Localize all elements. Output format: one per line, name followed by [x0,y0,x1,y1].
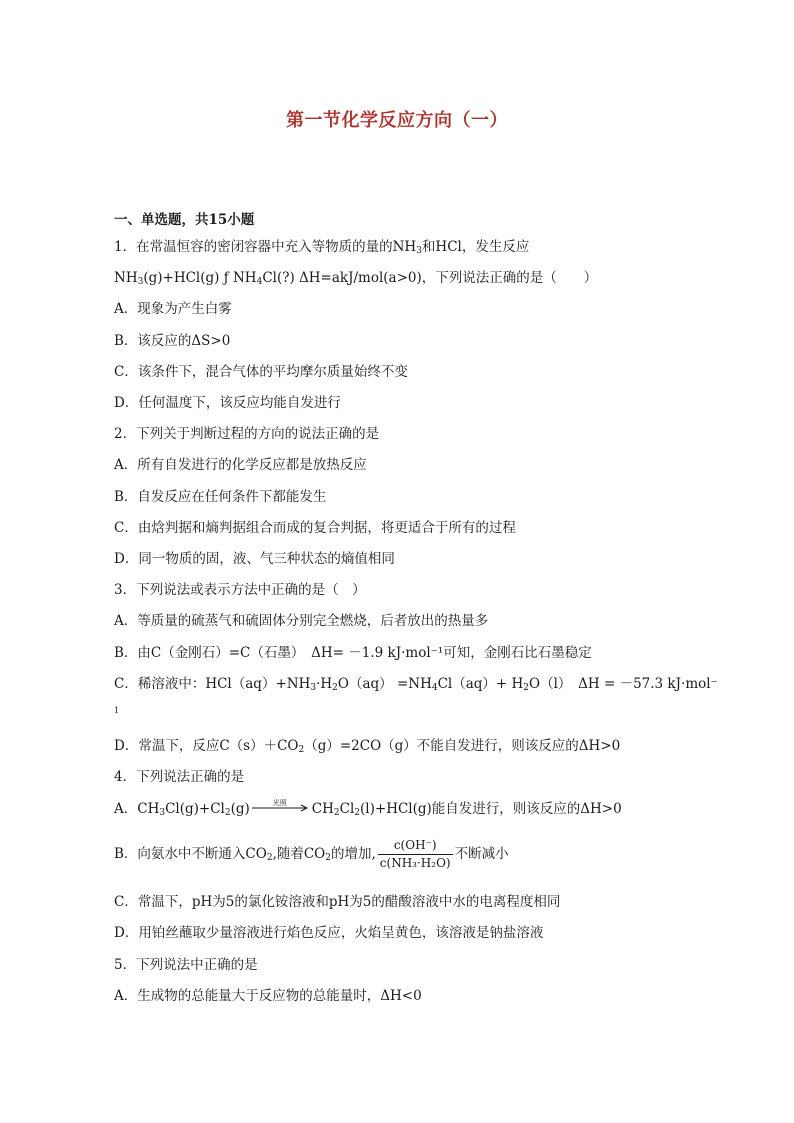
question-1-option-d: D．任何温度下，该反应均能自发进行 [114,395,341,411]
question-3-stem: 3．下列说法或表示方法中正确的是（ ） [114,582,366,598]
page-title: 第一节化学反应方向（一） [286,110,508,131]
question-2-option-c: C．由焓判据和熵判据组合而成的复合判据，将更适合于所有的过程 [114,520,516,536]
section-heading: 一、单选题，共15小题 [114,212,255,228]
question-3-option-c: C．稀溶液中：HCl（aq）+NH3·H2O（aq） =NH4Cl（aq）+ H2O（l） ΔH = －57.3 kJ·mol⁻ [114,676,718,693]
question-1-option-a: A．现象为产生白雾 [114,301,232,317]
reaction-arrow: 光照 [252,800,310,814]
question-4-option-b: B．向氨水中不断通入CO2,随着CO2的增加, $\frac{c(OH^-)}{\text{c(NH₃·H₂O)}}$ 不断减小 [114,838,509,870]
question-2-option-d: D．同一物质的固，液、气三种状态的熵值相同 [114,551,395,567]
concentration-fraction: $\frac{c(OH^-)}{\text{c(NH₃·H₂O)}}$ [379,838,451,870]
question-1-option-b: B．该反应的ΔS>0 [114,333,231,349]
question-5-stem: 5．下列说法中正确的是 [114,957,258,973]
question-2-stem: 2．下列关于判断过程的方向的说法正确的是 [114,426,380,442]
question-1-stem: 1．在常温恒容的密闭容器中充入等物质的量的NH3和HCl，发生反应 [114,239,530,256]
question-4-option-c: C．常温下，pH为5的氯化铵溶液和pH为5的醋酸溶液中水的电离程度相同 [114,894,561,910]
question-3-option-c-wrap: 1 [114,706,120,715]
question-4-option-a: A．CH3Cl(g)+Cl2(g) 光照 CH2Cl2(l)+HCl(g)能自发进行，则该反应的ΔH>0 [114,799,622,818]
question-5-option-a: A．生成物的总能量大于反应物的总能量时，ΔH<0 [114,988,422,1004]
question-4-option-d: D．用铂丝蘸取少量溶液进行焰色反应，火焰呈黄色，该溶液是钠盐溶液 [114,925,544,941]
question-4-stem: 4．下列说法正确的是 [114,769,245,785]
question-3-option-b: B．由C（金刚石）=C（石墨） ΔH= －1.9 kJ·mol⁻¹可知，金刚石比石墨稳定 [114,645,592,661]
question-3-option-a: A．等质量的硫蒸气和硫固体分别完全燃烧，后者放出的热量多 [114,613,489,629]
question-1-option-c: C．该条件下，混合气体的平均摩尔质量始终不变 [114,364,408,380]
question-3-option-d: D．常温下，反应C（s）＋CO2（g）=2CO（g）不能自发进行，则该反应的ΔH>0 [114,738,621,755]
question-1-equation: NH3(g)+HCl(g) ƒ NH4Cl(?) ΔH=akJ/mol(a>0)，下列说法正确的是（ ） [114,270,598,287]
question-2-option-a: A．所有自发进行的化学反应都是放热反应 [114,457,367,473]
right-arrow-icon [252,804,310,812]
question-2-option-b: B．自发反应在任何条件下都能发生 [114,489,327,505]
